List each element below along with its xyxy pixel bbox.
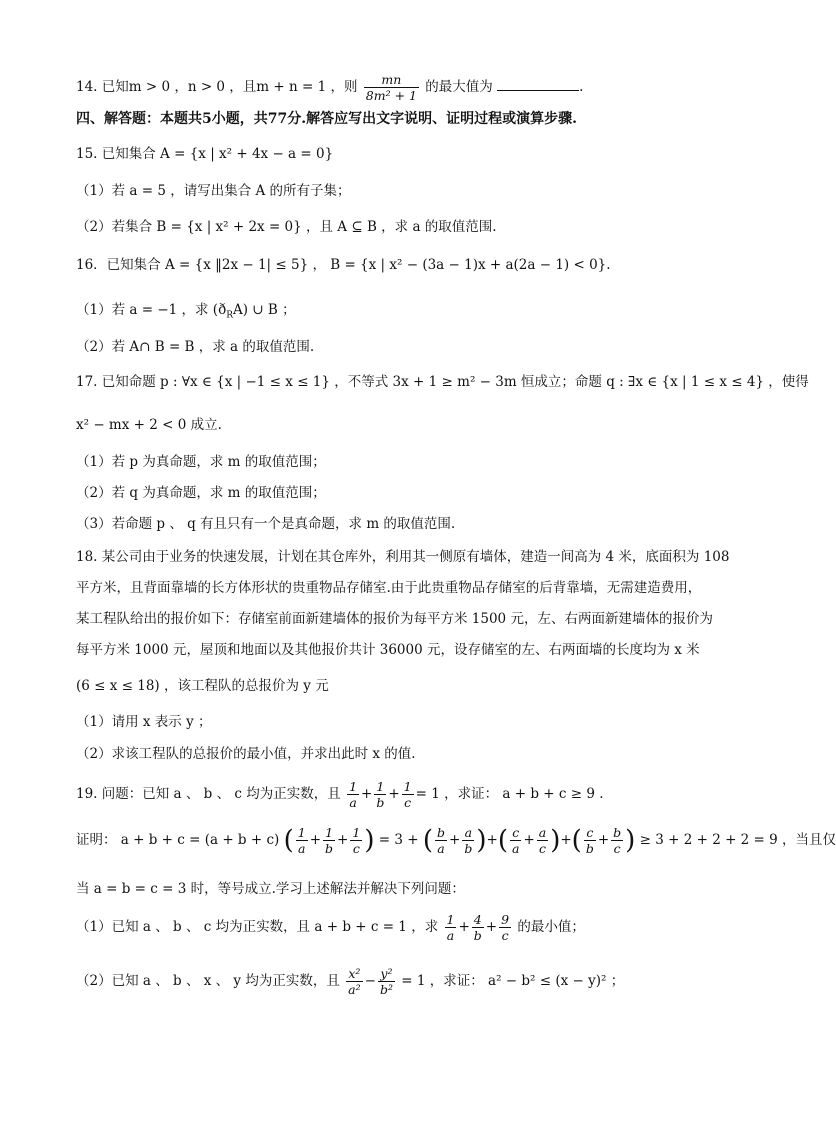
question-15-part-1: （1）若 a = 5 ，请写出集合 A 的所有子集； bbox=[76, 183, 351, 199]
question-18-line-2: 平方米，且背面靠墙的长方体形状的贵重物品存储室.由于此贵重物品存储室的后背靠墙，无需建造费用， bbox=[76, 580, 702, 596]
question-17-part-1: （1）若 p 为真命题，求 m 的取值范围； bbox=[76, 454, 326, 470]
question-17-stem-line-1: 17. 已知命题 p : ∀x ∈ {x | −1 ≤ x ≤ 1} ，不等式 3x + 1 ≥ m² − 3m 恒成立；命题 q : ∃x ∈ {x | 1 ≤ x ≤ 4} ，使得 bbox=[76, 374, 809, 390]
question-15-stem: 15. 已知集合 A = {x | x² + 4x − a = 0} bbox=[76, 146, 334, 162]
q19-proof-c: ≥ 3 + 2 + 2 + 2 = 9 ，当且仅 bbox=[639, 832, 836, 848]
question-18-line-5: (6 ≤ x ≤ 18) ，该工程队的总报价为 y 元 bbox=[76, 678, 329, 694]
q16-p1-end: A) ∪ B ； bbox=[232, 302, 296, 318]
question-19-part-1: （1）已知 a 、 b 、 c 均为正实数，且 a + b + c = 1 ，求 $\frac{1}{a}$ + $\frac{4}{b}$ + $\frac{9}{c}$ 的最小值； bbox=[76, 912, 585, 943]
q14-answer-blank bbox=[497, 78, 579, 91]
question-19-proof: 证明： a + b + c = (a + b + c) ( $\frac{1}{a}$ + $\frac{1}{b}$ + $\frac{1}{c}$ ) = 3 + ( $\frac{b}{a}$ + $\frac{a}{b}$ )+( $\frac{c}{a}$ + $\frac{a}{c}$ )+( $\frac{c}{b}$ + $\frac{b}{c}$ ) ≥ 3 + 2 + 2 + 2 = 9 ，当且仅 bbox=[76, 825, 836, 856]
question-15-part-2: （2）若集合 B = {x | x² + 2x = 0} ，且 A ⊆ B ，求 a 的取值范围. bbox=[76, 219, 497, 235]
q19-p1-b: 的最小值； bbox=[517, 919, 585, 935]
question-18-line-1: 18. 某公司由于业务的快速发展，计划在其仓库外，利用其一侧原有墙体，建造一间高为 4 米，底面积为 108 bbox=[76, 549, 730, 565]
q14-end: . bbox=[579, 79, 584, 95]
q19-p2-b: = 1 ，求证： a² − b² ≤ (x − y)² ； bbox=[401, 973, 625, 989]
question-14 bbox=[76, 72, 583, 103]
q16-p1-sub: R bbox=[226, 310, 233, 321]
question-18-part-2: （2）求该工程队的总报价的最小值，并求出此时 x 的值. bbox=[76, 746, 416, 762]
question-17-part-3: （3）若命题 p 、 q 有且只有一个是真命题，求 m 的取值范围. bbox=[76, 516, 456, 532]
q19-stem-a: 19. 问题：已知 a 、 b 、 c 均为正实数，且 bbox=[76, 786, 341, 802]
q19-p1-a: （1）已知 a 、 b 、 c 均为正实数，且 a + b + c = 1 ，求 bbox=[76, 919, 439, 935]
q16-p1-text: （1）若 a = −1 ，求 (ð bbox=[76, 302, 227, 318]
q19-frac-1b: $\frac{1}{b}$ bbox=[376, 779, 385, 810]
q19-frac-1a: $\frac{1}{a}$ bbox=[349, 779, 358, 810]
question-17-part-2: （2）若 q 为真命题，求 m 的取值范围； bbox=[76, 485, 326, 501]
q19-p2-a: （2）已知 a 、 b 、 x 、 y 均为正实数，且 bbox=[76, 973, 340, 989]
section-title: 四、解答题：本题共5小题，共77分.解答应写出文字说明、证明过程或演算步骤. bbox=[76, 111, 577, 127]
question-16-part-1 bbox=[76, 301, 296, 325]
question-18-line-4: 每平方米 1000 元，屋顶和地面以及其他报价共计 36000 元，设存储室的左、右两面墙的长度均为 x 米 bbox=[76, 642, 700, 658]
q14-fraction bbox=[364, 72, 419, 103]
q19-proof-a: 证明： a + b + c = (a + b + c) bbox=[76, 832, 280, 848]
q19-frac-1c: $\frac{1}{c}$ bbox=[403, 779, 412, 810]
question-16-stem: 16．已知集合 A = {x ‖2x − 1| ≤ 5} ， B = {x | x² − (3a − 1)x + a(2a − 1) < 0}. bbox=[76, 257, 611, 273]
question-18-line-3: 某工程队给出的报价如下：存储室前面新建墙体的报价为每平方米 1500 元，左、右两面新建墙体的报价为 bbox=[76, 611, 713, 627]
q14-prefix: 14. 已知m > 0 ，n > 0 ，且m + n = 1 ，则 bbox=[76, 79, 358, 95]
q14-frac-den: 8m² + 1 bbox=[365, 88, 417, 103]
question-16-part-2: （2）若 A∩ B = B ，求 a 的取值范围. bbox=[76, 339, 315, 355]
question-18-part-1: （1）请用 x 表示 y ； bbox=[76, 714, 212, 730]
question-17-stem-line-2: x² − mx + 2 < 0 成立. bbox=[76, 417, 222, 433]
q19-stem-b: ，求证： a + b + c ≥ 9 . bbox=[444, 786, 604, 802]
question-19-stem: 19. 问题：已知 a 、 b 、 c 均为正实数，且 $\frac{1}{a}$ + $\frac{1}{b}$ + $\frac{1}{c}$ = 1 ，求证： a + b + c ≥ 9 . bbox=[76, 779, 604, 810]
question-19-part-2: （2）已知 a 、 b 、 x 、 y 均为正实数，且 $\frac{\text{x²}}{\text{a²}}$ − $\frac{\text{y²}}{\text{b²}}$ = 1 ，求证： a² − b² ≤ (x − y)² ； bbox=[76, 966, 625, 997]
q19-proof-b: = 3 + bbox=[378, 832, 419, 848]
question-19-proof-end: 当 a = b = c = 3 时，等号成立.学习上述解法并解决下列问题： bbox=[76, 881, 465, 897]
q14-frac-num: mn bbox=[364, 72, 419, 88]
q14-suffix: 的最大值为 bbox=[425, 79, 493, 95]
